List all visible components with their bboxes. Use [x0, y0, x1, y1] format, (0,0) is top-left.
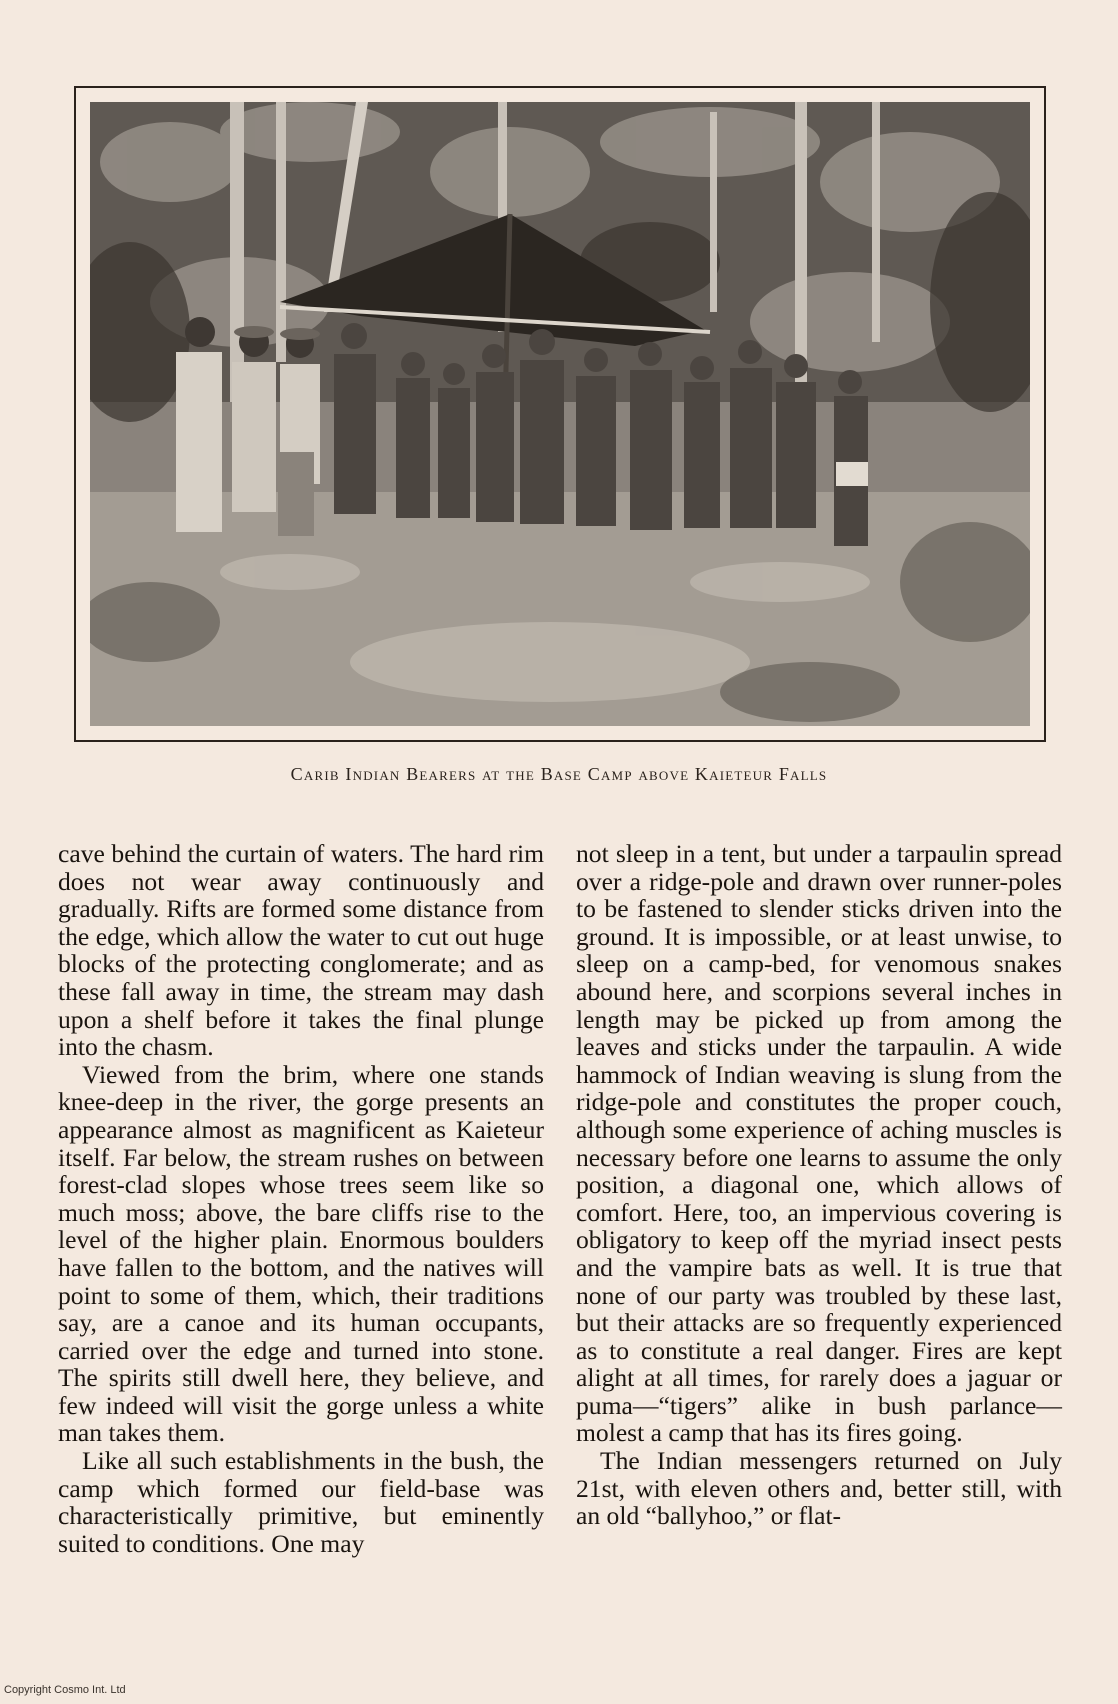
paragraph: The Indian messengers returned on July 21st, with eleven others and, better still, with an old “ballyhoo,” or flat-: [576, 1446, 1062, 1531]
photograph-base-camp: [90, 102, 1030, 726]
paragraph: Like all such establishments in the bush, the camp which formed our field-base was characteristically primitive, but eminently suited to conditions. One may: [58, 1446, 544, 1558]
paragraph: Viewed from the brim, where one stands knee-deep in the river, the gorge presents an appearance almost as magnificent as Kaieteur itself. Far below, the stream rushes on between forest-clad slopes whose trees seem like so much moss; above, the bare cliffs rise to the level of the higher plain. Enormous boulders have fallen to the bottom, and the natives will point to some of them, which, their traditions say, are a canoe and its human occupants, carried over the edge and turned into stone. The spirits still dwell here, they believe, and few indeed will visit the gorge unless a white man takes them.: [58, 1059, 544, 1448]
copyright-notice: Copyright Cosmo Int. Ltd: [4, 1684, 126, 1696]
paragraph: not sleep in a tent, but under a tarpaulin spread over a ridge-pole and drawn over runner-poles to be fastened to slender sticks driven into the ground. It is impossible, or at least unwise, to sleep on a camp-bed, for venomous snakes abound here, and scorpions several inches in length may be picked up from among the leaves and sticks under the tarpaulin. A wide hammock of Indian weaving is slung from the ridge-pole and constitutes the proper couch, although some experience of aching muscles is necessary before one learns to assume the only position, a diagonal one, which allows of comfort. Here, too, an impervious covering is obligatory to keep off the myriad insect pests and the vampire bats as well. It is true that none of our party was troubled by these last, but their attacks are so frequently experienced as to constitute a real danger. Fires are kept alight at all times, for rarely does a jaguar or puma—“tigers” alike in bush parlance—molest a camp that has its fires going.: [576, 839, 1062, 1448]
text-column-left: [58, 840, 544, 1557]
figure-caption: Carib Indian Bearers at the Base Camp above Kaieteur Falls: [290, 764, 828, 784]
text-column-right: [576, 840, 1062, 1530]
photo-frame: [74, 86, 1046, 742]
paragraph: cave behind the curtain of waters. The hard rim does not wear away continuously and gradually. Rifts are formed some distance from the edge, which allow the water to cut out huge blocks of the protecting conglomerate; and as these fall away in time, the stream may dash upon a shelf before it takes the final plunge into the chasm.: [58, 839, 544, 1062]
